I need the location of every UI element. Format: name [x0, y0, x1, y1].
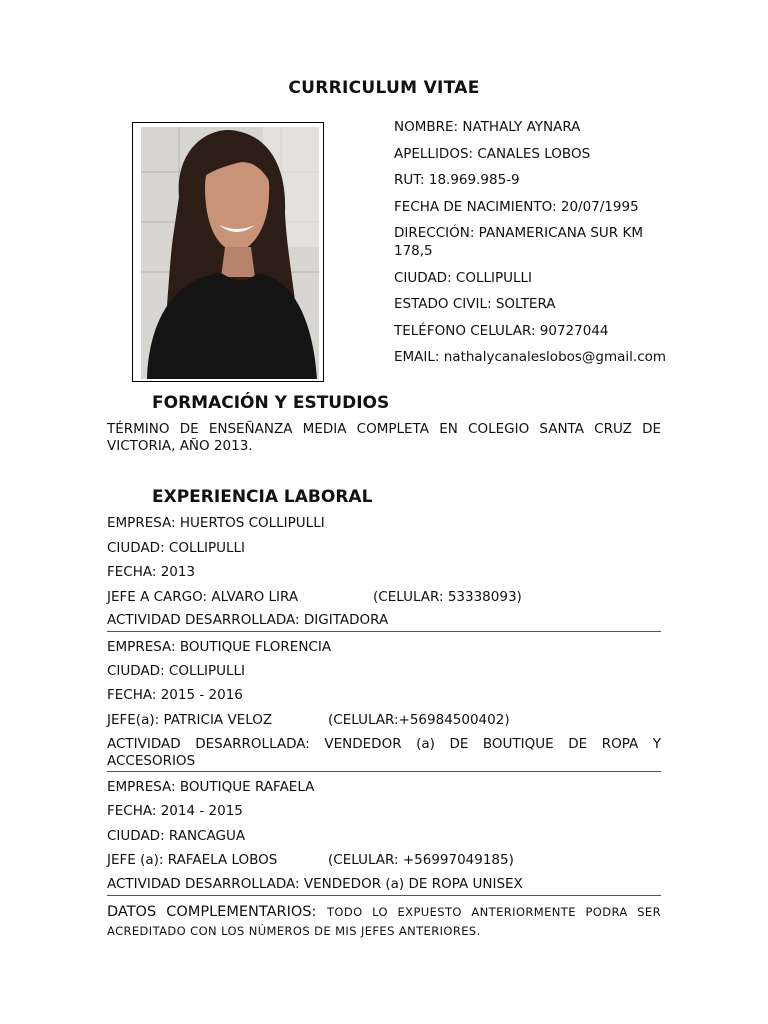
personal-rut: RUT: 18.969.985-9: [394, 172, 520, 188]
job-3-ciudad: CIUDAD: RANCAGUA: [107, 828, 246, 844]
profile-photo: [141, 127, 319, 379]
personal-email: EMAIL: nathalycanaleslobos@gmail.com: [394, 349, 667, 365]
formacion-text: TÉRMINO DE ENSEÑANZA MEDIA COMPLETA EN COLEGIO SANTA CRUZ DE VICTORIA, AÑO 2013.: [107, 421, 661, 454]
job-1-actividad: ACTIVIDAD DESARROLLADA: DIGITADORA: [107, 612, 389, 628]
job-1-empresa: EMPRESA: HUERTOS COLLIPULLI: [107, 515, 325, 531]
job-1-jefe: JEFE A CARGO: ALVARO LIRA: [107, 589, 299, 605]
personal-nombre: NOMBRE: NATHALY AYNARA: [394, 119, 581, 135]
personal-direccion: DIRECCIÓN: PANAMERICANA SUR KM 178,5: [394, 225, 643, 259]
job-3-jefe: JEFE (a): RAFAELA LOBOS: [107, 852, 278, 868]
personal-telefono: TELÉFONO CELULAR: 90727044: [394, 322, 609, 339]
job-1-celular: (CELULAR: 53338093): [373, 589, 522, 605]
job-3-empresa: EMPRESA: BOUTIQUE RAFAELA: [107, 779, 315, 795]
personal-estado-civil: ESTADO CIVIL: SOLTERA: [394, 296, 556, 312]
datos-text: TODO LO EXPUESTO ANTERIORMENTE PODRA SER ACREDITADO CON LOS NÚMEROS DE MIS JEFES ANTERIORES.: [107, 905, 661, 938]
job-3-celular: (CELULAR: +56997049185): [328, 852, 514, 868]
job-2-divider: [107, 771, 661, 772]
job-2-jefe: JEFE(a): PATRICIA VELOZ: [107, 712, 273, 728]
datos-label: DATOS COMPLEMENTARIOS:: [107, 904, 317, 920]
job-2-fecha: FECHA: 2015 - 2016: [107, 687, 243, 703]
job-3-fecha: FECHA: 2014 - 2015: [107, 803, 243, 819]
profile-photo-frame: [132, 122, 324, 382]
job-1-ciudad: CIUDAD: COLLIPULLI: [107, 540, 246, 556]
job-2-ciudad: CIUDAD: COLLIPULLI: [107, 663, 246, 679]
personal-ciudad: CIUDAD: COLLIPULLI: [394, 269, 533, 286]
datos-complementarios: [107, 902, 661, 940]
formacion-heading: FORMACIÓN Y ESTUDIOS: [152, 393, 390, 413]
personal-apellidos: APELLIDOS: CANALES LOBOS: [394, 145, 591, 162]
personal-info: [394, 118, 674, 375]
job-2-actividad: ACTIVIDAD DESARROLLADA: VENDEDOR (a) DE BOUTIQUE DE ROPA Y ACCESORIOS: [107, 736, 661, 769]
job-1-fecha: FECHA: 2013: [107, 564, 196, 580]
personal-fecha-nacimiento: FECHA DE NACIMIENTO: 20/07/1995: [394, 198, 639, 215]
document-title: CURRICULUM VITAE: [288, 78, 480, 98]
job-1-divider: [107, 631, 661, 632]
job-3-actividad: ACTIVIDAD DESARROLLADA: VENDEDOR (a) DE ROPA UNISEX: [107, 876, 523, 892]
experiencia-heading: EXPERIENCIA LABORAL: [152, 487, 373, 507]
job-2-celular: (CELULAR:+56984500402): [328, 712, 510, 728]
job-3-divider: [107, 895, 661, 896]
job-2-empresa: EMPRESA: BOUTIQUE FLORENCIA: [107, 639, 332, 655]
